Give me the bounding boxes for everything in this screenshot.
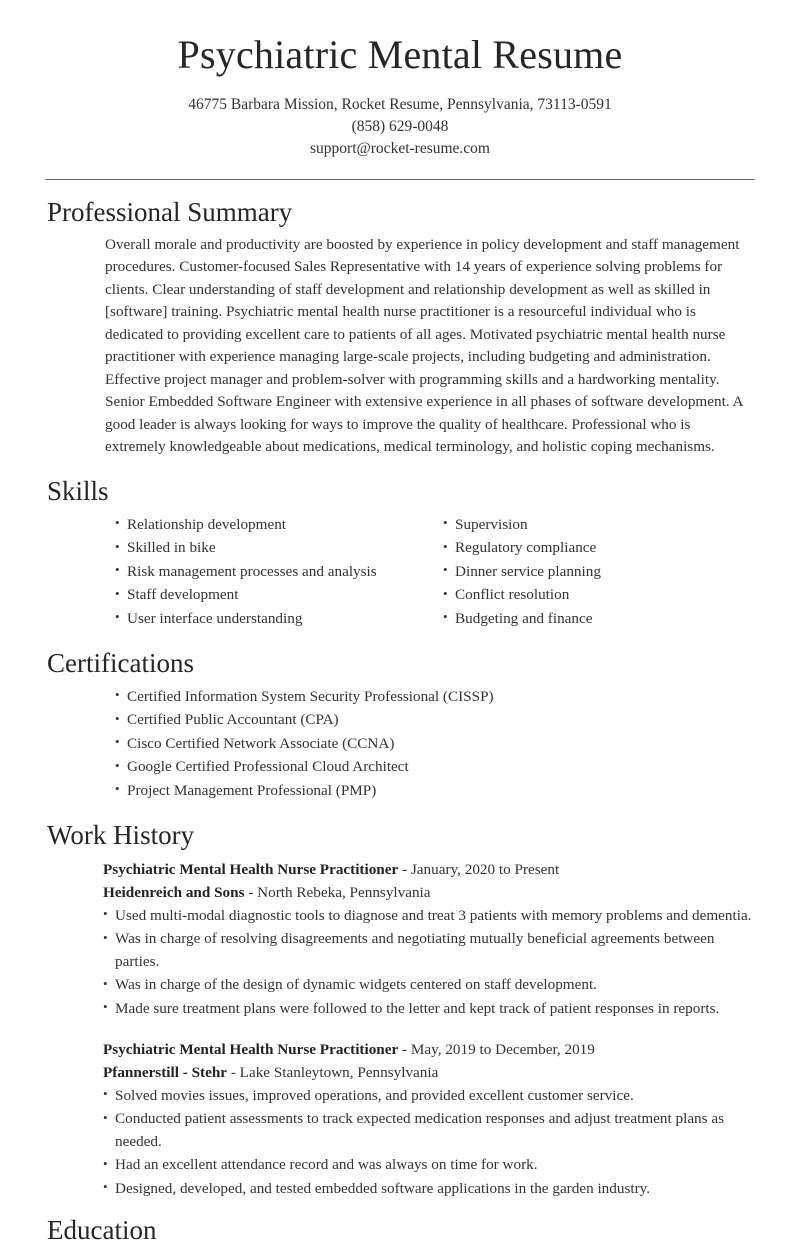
certifications-list [115,686,755,803]
resume-header [45,0,755,160]
job-location: North Rebeka, Pennsylvania [257,884,431,902]
list-item: • Risk management processes and analysis [115,561,443,584]
job-title-separator: - [398,861,411,879]
list-item: • Conducted patient assessments to track expected medication responses and adjust treatment plans as needed. [103,1108,755,1153]
work-history-entries [103,857,755,1200]
job-company-line [103,1062,755,1085]
list-item: • Skilled in bike [115,537,443,560]
job-bullets-list [103,1085,755,1201]
list-item: • Project Management Professional (PMP) [115,780,755,803]
job-title-separator: - [398,1041,411,1059]
list-item: • Staff development [115,584,443,607]
list-item: • Dinner service planning [443,561,601,584]
contact-phone: (858) 629-0048 [351,117,449,135]
job-company-separator: - [244,884,258,902]
list-item: • Designed, developed, and tested embedded software applications in the garden industry. [103,1178,755,1201]
list-item: • Budgeting and finance [443,608,601,631]
section-skills [45,459,755,631]
skills-list-right [443,514,601,631]
list-item: • Solved movies issues, improved operations, and provided excellent customer service. [103,1085,755,1108]
job-title: Psychiatric Mental Health Nurse Practitioner [103,861,399,879]
section-title-professional-summary: Professional Summary [47,196,293,227]
job-company-separator: - [227,1064,240,1082]
page-title: Psychiatric Mental Resume [177,32,623,77]
list-item: • Regulatory compliance [443,537,601,560]
section-work-history [45,803,755,1200]
job-dates: May, 2019 to December, 2019 [410,1041,595,1059]
skills-columns [115,513,755,632]
list-item: • Google Certified Professional Cloud Architect [115,756,755,779]
job-title-line [103,859,755,882]
certifications-list-wrap [115,685,755,803]
section-certifications [45,631,755,802]
section-title-skills: Skills [47,475,109,506]
section-professional-summary [45,180,755,459]
job-location: Lake Stanleytown, Pennsylvania [239,1064,439,1082]
section-title-education: Education [47,1215,157,1246]
list-item: • Conflict resolution [443,584,601,607]
skills-column-right [443,514,601,632]
job-company-line [103,882,755,905]
skills-list-left [115,514,443,631]
job-bullets-list [103,905,755,1021]
list-item: • User interface understanding [115,608,443,631]
contact-email: support@rocket-resume.com [310,139,490,157]
list-item: • Certified Information System Security Professional (CISSP) [115,686,755,709]
list-item: • Was in charge of resolving disagreements and negotiating mutually beneficial agreements between parties. [103,928,755,973]
list-item: • Relationship development [115,514,443,537]
job-dates: January, 2020 to Present [410,861,560,879]
list-item: • Made sure treatment plans were followed to the letter and kept track of patient responses in reports. [103,998,755,1021]
list-item: • Was in charge of the design of dynamic widgets centered on staff development. [103,974,755,997]
job-company: Pfannerstill - Stehr [103,1064,228,1082]
section-title-certifications: Certifications [47,648,194,679]
list-item: • Had an excellent attendance record and was always on time for work. [103,1154,755,1177]
list-item: • Cisco Certified Network Associate (CCNA) [115,733,755,756]
list-item: • Used multi-modal diagnostic tools to diagnose and treat 3 patients with memory problems and dementia. [103,905,755,928]
job-title: Psychiatric Mental Health Nurse Practitioner [103,1041,399,1059]
work-history-entry [103,859,755,1020]
skills-column-left [115,514,443,632]
work-history-entry [103,1039,755,1200]
job-company: Heidenreich and Sons [103,884,245,902]
section-title-work-history: Work History [47,820,195,851]
list-item: • Certified Public Accountant (CPA) [115,709,755,732]
job-title-line [103,1039,755,1062]
professional-summary-text: Overall morale and productivity are boosted by experience in policy development and staff management procedures. Customer-focused Sales Representative with 14 years of experience solving problems for clients. Clear understanding of staff development and relationship development as well as skilled in [software] training. Psychiatric mental health nurse practitioner is a resourceful individual who is dedicated to providing excellent care to patients of all ages. Motivated psychiatric mental health nurse practitioner with experience managing large-scale projects, including budgeting and administration. Effective project manager and problem-solver with programming skills and a hardworking mentality. Senior Embedded Software Engineer with extensive experience in all phases of software development. A good leader is always looking for ways to improve the quality of healthcare. Professional who is extremely knowledgeable about medications, medical terminology, and holistic coping mechanisms. [105,235,743,456]
contact-address: 46775 Barbara Mission, Rocket Resume, Pennsylvania, 73113-0591 [188,95,612,113]
section-education [45,1202,755,1252]
list-item: • Supervision [443,514,601,537]
